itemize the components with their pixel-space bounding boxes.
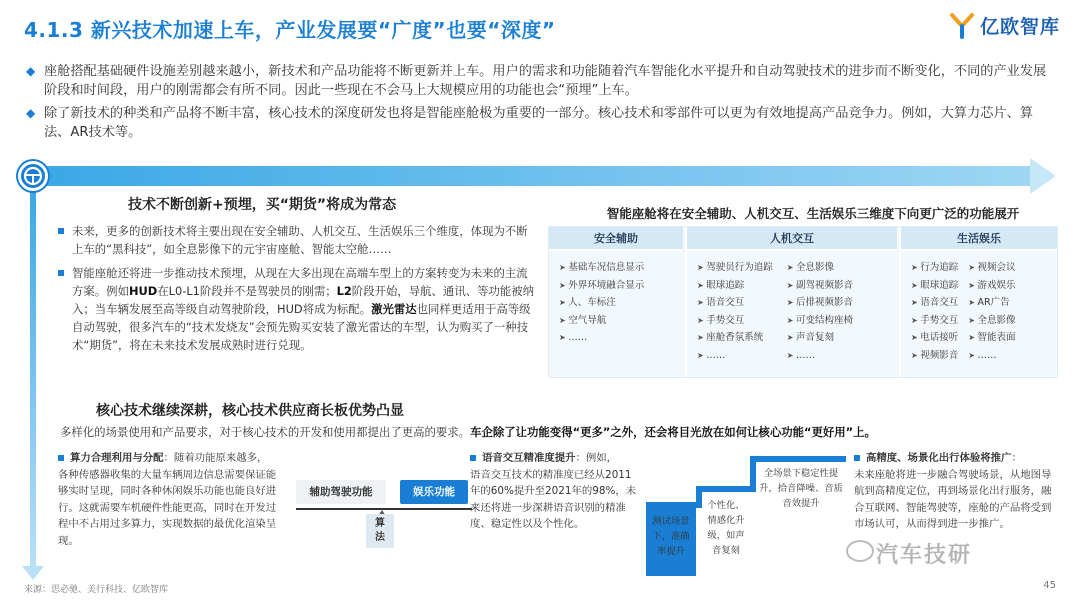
logo-y-icon <box>950 13 974 39</box>
list-item: ➤ AR广告 <box>968 294 1015 312</box>
scene-text: 未来座舱将进一步融合驾驶场景，从地图导航到高精度定位，再到场景化出行服务，融合互联网、智能驾驶等，座舱的产品将受到市场认可，从而得到进一步推广。 <box>854 468 1052 530</box>
hmi-list-1 <box>697 259 773 364</box>
list-item: ➤ 行为追踪 <box>911 259 958 277</box>
source-note: 来源：思必驰、美行科技、亿欧智库 <box>24 585 169 595</box>
compute-block: 算力合理利用与分配：随着功能原来越多， 各种传感器收集的大量车辆周边信息需要保证能够实时呈现，同时各种休闲娱乐功能也能良好进行。这就需要车机硬件性能更高，同时在开发过程中不占用过多算力，实现数据的最优化渲染呈现。 <box>58 450 286 549</box>
page-title: 4.1.3 新兴技术加速上车，产业发展要“广度”也要“深度” <box>24 18 556 42</box>
list-item: ➤ 手势交互 <box>697 312 773 330</box>
list-item: ➤ 智能表面 <box>968 329 1015 347</box>
list-item: ➤ 全息影像 <box>968 312 1015 330</box>
algorithm-box: 算法 <box>366 514 394 548</box>
list-item: ➤ 人、车标注 <box>559 294 644 312</box>
voice-block: 语音交互精准度提升：例如， 语音交互技术的精准度已经从2011年的60%提升至2021年的98%，未来还将进一步深耕语音识别的精准度、稳定性以及个性化。 <box>470 450 638 533</box>
function-panel <box>548 226 1058 378</box>
step-2: 个性化、情感化升级，如声音复刻 <box>700 486 752 576</box>
list-item: ➤ 后排视频影音 <box>787 294 853 312</box>
life-column <box>899 227 1057 377</box>
timeline-bar <box>44 166 1034 186</box>
list-item: ➤ 可变结构座椅 <box>787 312 853 330</box>
wechat-icon <box>846 540 874 562</box>
step-1: 测试场景下，准确率提升 <box>646 508 696 576</box>
list-item: ➤ 基础车况信息显示 <box>559 259 644 277</box>
list-item: ➤ 空气导航 <box>559 312 644 330</box>
entertainment-pill: 娱乐功能 <box>400 480 468 504</box>
list-item: ➤ 驾驶员行为追踪 <box>697 259 773 277</box>
list-item: ➤ 外界环境融合显示 <box>559 277 644 295</box>
page-number: 45 <box>1043 580 1056 591</box>
list-item: ➤ 全息影像 <box>787 259 853 277</box>
steering-wheel-icon <box>18 161 48 191</box>
list-item: ➤ 电话接听 <box>911 329 958 347</box>
list-item: ➤ 语音交互 <box>697 294 773 312</box>
step-1-bar <box>646 502 700 508</box>
list-item: ➤ 副驾视频影音 <box>787 277 853 295</box>
brand-logo <box>950 12 1060 39</box>
list-item: ➤ …… <box>559 329 644 347</box>
vertical-timeline <box>30 192 36 570</box>
voice-text: 语音交互技术的精准度已经从2011年的60%提升至2021年的98%，未来还将进一步深耕语音识别的精准度、稳定性以及个性化。 <box>470 468 637 530</box>
list-item: ➤ 座舱香氛系统 <box>697 329 773 347</box>
list-item: ➤ …… <box>697 347 773 365</box>
hmi-column <box>685 227 897 377</box>
list-item: ➤ 眼球追踪 <box>911 277 958 295</box>
list-item: ➤ 眼球追踪 <box>697 277 773 295</box>
scene-block: 高精度、场景化出行体验将推广： 未来座舱将进一步融合驾驶场景，从地图导航到高精度定位，再到场景化出行服务，融合互联网、智能驾驶等，座舱的产品将受到市场认可，从而得到进一步推广。 <box>854 450 1054 533</box>
compute-text: 各种传感器收集的大量车辆周边信息需要保证能够实时呈现，同时各种休闲娱乐功能也能良好进行。这就需要车机硬件性能更高，同时在开发过程中不占用过多算力，实现数据的最优化渲染呈现。 <box>58 468 277 547</box>
list-item: ➤ 视频影音 <box>911 347 958 365</box>
safety-header: 安全辅助 <box>549 227 683 251</box>
section2-subtitle: 多样化的场景使用和产品要求，对于核心技术的开发和使用都提出了更高的要求。车企除了让功能变得“更多”之外，还会将目光放在如何让核心功能“更好用”上。 <box>60 425 876 439</box>
panel-title: 智能座舱将在安全辅助、人机交互、生活娱乐三维度下向更广泛的功能展开 <box>606 206 1020 221</box>
list-item: ➤ …… <box>787 347 853 365</box>
logo-text: 亿欧智库 <box>979 16 1060 38</box>
list-item: 智能座舱还将进一步推动技术预埋，从现在大多出现在高端车型上的方案转变为未来的主流方案。例如HUD在L0-L1阶段并不是驾驶员的刚需；L2阶段开始，导航、通讯、等功能被纳入；当车辆发展至高等级自动驾驶阶段，HUD将成为标配。激光雷达也同样更适用于高等级自动驾驶，很多汽车的“技术发烧友”会预先购买安装了激光雷达的车型，认为购买了一种技术“期货”，将在未来技术发展成熟时进行兑现。 <box>58 264 538 354</box>
safety-list <box>559 259 644 347</box>
life-list-2 <box>968 259 1015 364</box>
list-item: ➤ 视频会议 <box>968 259 1015 277</box>
step-riser-2 <box>750 456 756 492</box>
list-item: ➤ 声音复刻 <box>787 329 853 347</box>
intro-paragraph-1: ◆ 座舱搭配基础硬件设施差别越来越小，新技术和产品功能将不断更新并上车。用户的需求和功能随着汽车智能化水平提升和自动驾驶技术的进步而不断变化，不同的产业发展阶段和时间段，用户的刚需都会有所不同。因此一些现在不会马上大规模应用的功能也会“预埋”上车。 <box>26 62 1058 100</box>
life-list-1 <box>911 259 958 364</box>
down-arrow-icon <box>22 566 44 580</box>
list-item: ➤ …… <box>968 347 1015 365</box>
watermark: 汽车技研 <box>876 543 973 568</box>
list-item: ➤ 游戏娱乐 <box>968 277 1015 295</box>
hmi-header: 人机交互 <box>687 227 897 251</box>
list-item: ➤ 语音交互 <box>911 294 958 312</box>
intro-paragraph-2: ◆ 除了新技术的种类和产品将不断丰富，核心技术的深度研发也将是智能座舱极为重要的一部分。核心技术和零部件可以更为有效地提高产品竞争力。例如，大算力芯片、算法、AR技术等。 <box>26 104 1058 142</box>
intro-block <box>26 62 1058 146</box>
voice-steps <box>646 456 846 576</box>
step-riser-1 <box>696 486 702 508</box>
safety-column <box>549 227 683 377</box>
innovation-list <box>58 222 538 360</box>
section-heading-innovation: 技术不断创新+预埋，买“期货”将成为常态 <box>128 197 397 213</box>
timeline-arrow-icon <box>1030 158 1056 194</box>
section-heading-core-tech: 核心技术继续深耕，核心技术供应商长板优势凸显 <box>96 403 404 419</box>
step-3: 全场景下稳定性提升，拾音降噪、音质音效提升 <box>756 456 846 516</box>
life-header: 生活娱乐 <box>901 227 1057 251</box>
assist-driving-pill: 辅助驾驶功能 <box>296 480 386 504</box>
hmi-list-2 <box>787 259 853 364</box>
list-item: ➤ 手势交互 <box>911 312 958 330</box>
list-item: 未来，更多的创新技术将主要出现在安全辅助、人机交互、生活娱乐三个维度，体现为不断上车的“黑科技”，如全息影像下的元宇宙座舱、智能太空舱…… <box>58 222 538 258</box>
